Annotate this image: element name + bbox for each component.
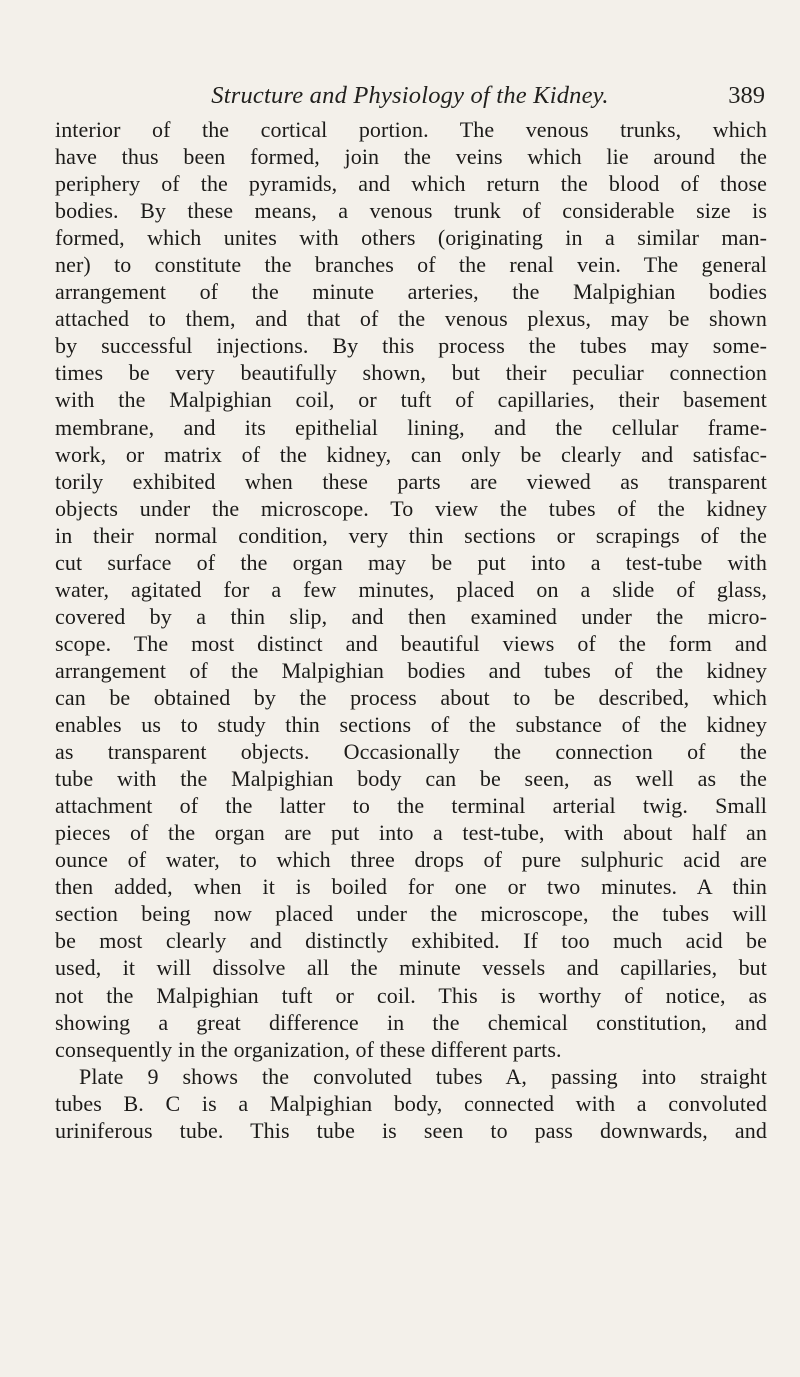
text-line: uriniferous tube. This tube is seen to pass downwards, and	[55, 1117, 767, 1143]
text-line: tube with the Malpighian body can be seen, as well as the	[55, 766, 767, 792]
text-line: enables us to study thin sections of the substance of the kidney	[55, 712, 767, 738]
text-line: attachment of the latter to the terminal arterial twig. Small	[55, 793, 767, 819]
text-line: showing a great difference in the chemical constitution, and	[55, 1009, 767, 1035]
text-line: pieces of the organ are put into a test-tube, with about half an	[55, 820, 767, 846]
text-line: times be very beautifully shown, but their peculiar connection	[55, 360, 767, 386]
text-line: periphery of the pyramids, and which return the blood of those	[55, 171, 767, 197]
text-line: attached to them, and that of the venous plexus, may be shown	[55, 306, 767, 332]
text-line: have thus been formed, join the veins which lie around the	[55, 144, 767, 170]
text-line: be most clearly and distinctly exhibited. If too much acid be	[55, 928, 767, 954]
text-line: then added, when it is boiled for one or two minutes. A thin	[55, 874, 767, 900]
text-line: arrangement of the minute arteries, the Malpighian bodies	[55, 279, 767, 305]
text-line: objects under the microscope. To view the tubes of the kidney	[55, 495, 767, 521]
text-line: scope. The most distinct and beautiful views of the form and	[55, 630, 767, 656]
text-line: formed, which unites with others (originating in a similar man-	[55, 225, 767, 251]
text-line: bodies. By these means, a venous trunk of considerable size is	[55, 198, 767, 224]
text-line: by successful injections. By this process the tubes may some-	[55, 333, 767, 359]
text-line: ner) to constitute the branches of the renal vein. The general	[55, 252, 767, 278]
text-line: not the Malpighian tuft or coil. This is worthy of notice, as	[55, 982, 767, 1008]
body-text	[55, 116, 767, 1144]
text-line: membrane, and its epithelial lining, and the cellular frame-	[55, 414, 767, 440]
text-line: torily exhibited when these parts are viewed as transparent	[55, 468, 767, 494]
text-line: water, agitated for a few minutes, placed on a slide of glass,	[55, 576, 767, 602]
text-line: ounce of water, to which three drops of pure sulphuric acid are	[55, 847, 767, 873]
running-head	[55, 82, 765, 116]
text-line: as transparent objects. Occasionally the connection of the	[55, 739, 767, 765]
paragraph-start-line: Plate 9 shows the convoluted tubes A, passing into straight	[79, 1063, 767, 1089]
text-line: can be obtained by the process about to be described, which	[55, 684, 767, 710]
text-line: section being now placed under the microscope, the tubes will	[55, 901, 767, 927]
text-line: with the Malpighian coil, or tuft of capillaries, their basement	[55, 387, 767, 413]
text-line: arrangement of the Malpighian bodies and tubes of the kidney	[55, 657, 767, 683]
text-line: tubes B. C is a Malpighian body, connected with a convoluted	[55, 1090, 767, 1116]
paragraph-end-line: consequently in the organization, of these different parts.	[55, 1036, 562, 1062]
running-title: Structure and Physiology of the Kidney.	[211, 82, 609, 109]
page-number: 389	[728, 82, 765, 109]
text-line: work, or matrix of the kidney, can only be clearly and satisfac-	[55, 441, 767, 467]
text-line: cut surface of the organ may be put into a test-tube with	[55, 549, 767, 575]
text-line: used, it will dissolve all the minute vessels and capillaries, but	[55, 955, 767, 981]
text-line: covered by a thin slip, and then examined under the micro-	[55, 603, 767, 629]
text-line: in their normal condition, very thin sections or scrapings of the	[55, 522, 767, 548]
text-line: interior of the cortical portion. The venous trunks, which	[55, 117, 767, 142]
